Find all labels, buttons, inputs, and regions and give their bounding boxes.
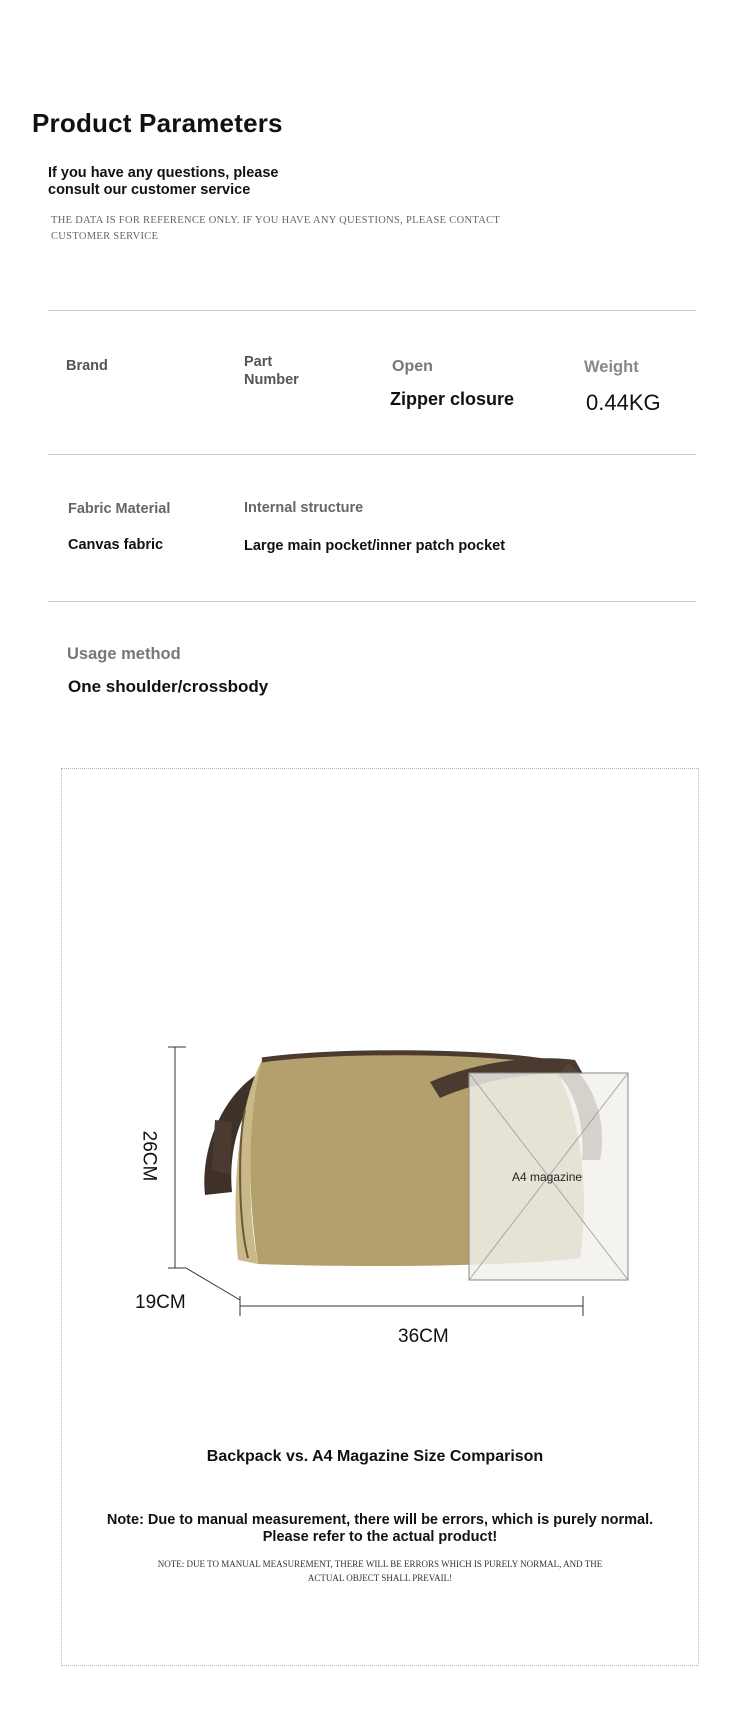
support-subtitle: If you have any questions, please consult our customer service — [48, 165, 279, 198]
usage-method-value: One shoulder/crossbody — [68, 677, 269, 696]
height-dimension-label: 26CM — [138, 1130, 160, 1182]
measurement-note: Note: Due to manual measurement, there will be errors, which is purely normal. Please refer to the actual product! — [106, 1512, 654, 1545]
page-title: Product Parameters — [32, 108, 283, 138]
weight-label: Weight — [584, 358, 639, 376]
open-value: Zipper closure — [390, 389, 515, 409]
width-dimension-label: 36CM — [398, 1326, 449, 1347]
bag-size-illustration — [0, 1030, 750, 1350]
bag-strap-buckle — [212, 1120, 232, 1175]
part-number-label: Part Number — [244, 354, 299, 388]
brand-label: Brand — [66, 358, 108, 374]
depth-dimension-label: 19CM — [135, 1292, 186, 1313]
fabric-material-value: Canvas fabric — [68, 537, 164, 553]
comparison-caption: Backpack vs. A4 Magazine Size Comparison — [206, 1448, 544, 1465]
depth-dimension-line — [186, 1268, 240, 1300]
divider — [48, 310, 696, 311]
divider — [48, 454, 696, 455]
internal-structure-value: Large main pocket/inner patch pocket — [244, 538, 506, 554]
internal-structure-label: Internal structure — [244, 500, 364, 516]
weight-value: 0.44KG — [586, 390, 661, 415]
divider — [48, 601, 696, 602]
a4-magazine-label: A4 magazine — [512, 1170, 583, 1184]
fabric-material-label: Fabric Material — [68, 501, 171, 517]
open-label: Open — [392, 358, 433, 375]
reference-disclaimer: THE DATA IS FOR REFERENCE ONLY. IF YOU HAVE ANY QUESTIONS, PLEASE CONTACT CUSTOMER SERVICE — [51, 215, 500, 242]
usage-method-label: Usage method — [67, 645, 181, 663]
measurement-note-small: NOTE: DUE TO MANUAL MEASUREMENT, THERE WILL BE ERRORS WHICH IS PURELY NORMAL, AND THE ACTUAL OBJECT SHALL PREVAIL! — [157, 1559, 603, 1583]
